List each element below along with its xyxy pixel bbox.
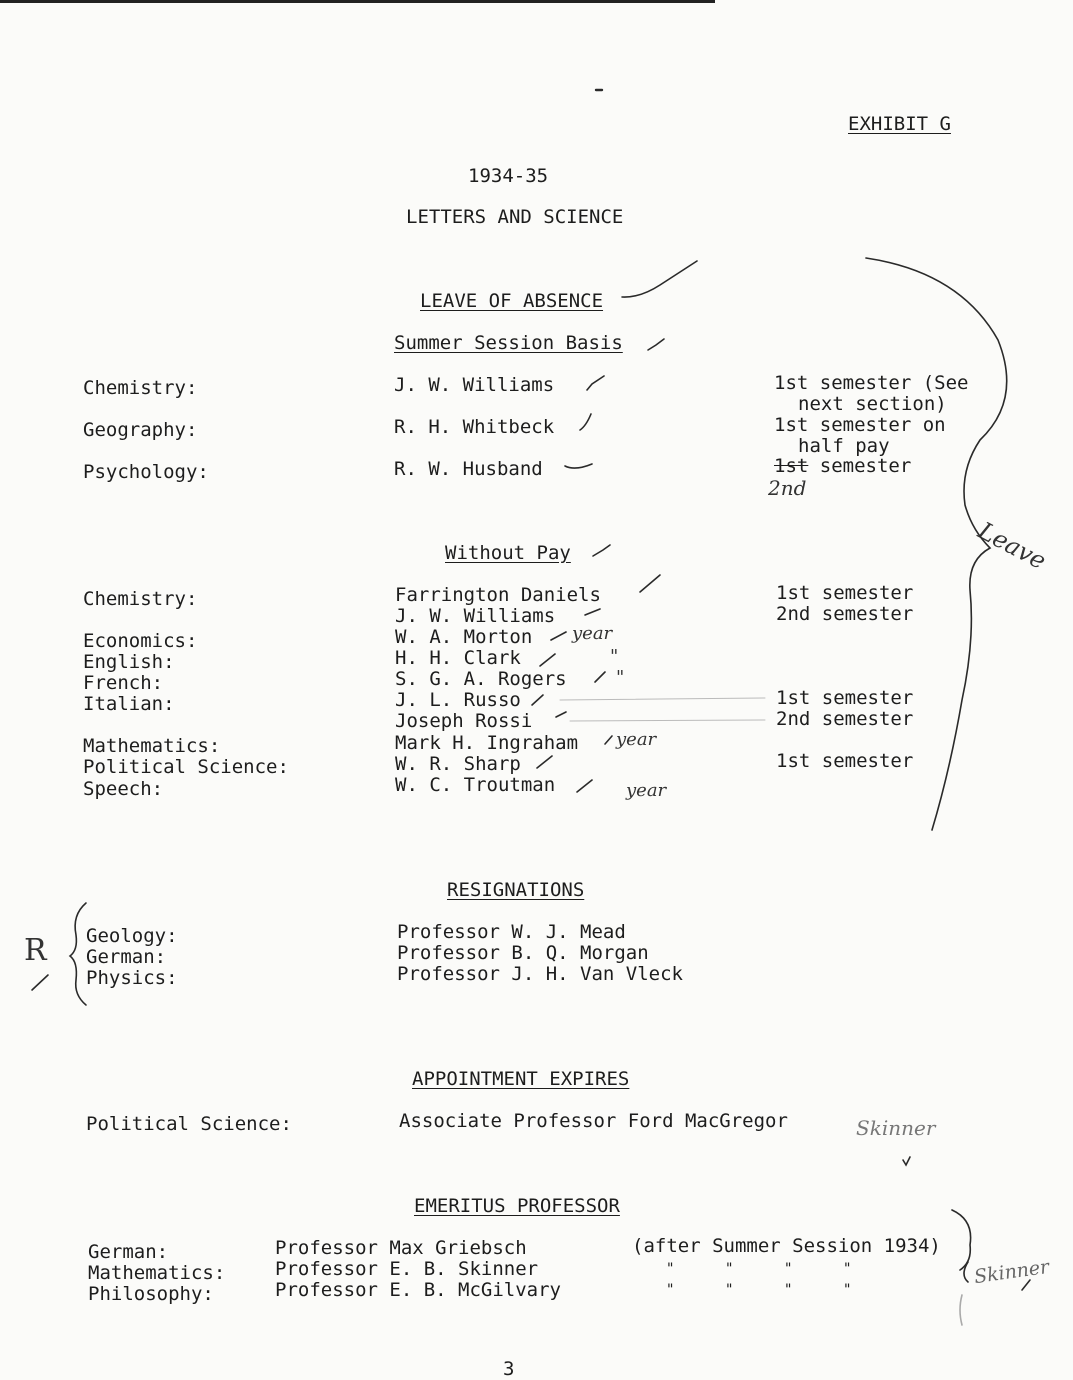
check-mark (622, 261, 697, 297)
em-dept: Philosophy: (88, 1283, 214, 1305)
check-mark (537, 756, 552, 768)
res-dept: Geology: (86, 925, 178, 947)
handwritten-r-mark: R (24, 933, 47, 968)
handwritten-note: year (616, 729, 657, 750)
small-brace (964, 1262, 968, 1282)
faint-mark (960, 1295, 962, 1325)
em-name: Professor E. B. Skinner (275, 1258, 539, 1280)
res-dept: German: (86, 946, 167, 968)
wp-dept: English: (83, 651, 175, 673)
wp-name: Mark H. Ingraham (395, 732, 579, 754)
check-mark (605, 736, 612, 744)
wp-dept: Italian: (83, 693, 175, 715)
check-mark (648, 339, 664, 350)
exhibit-label: EXHIBIT G (848, 113, 951, 135)
wp-dept: Speech: (83, 778, 164, 800)
em-ditto: " " " " (666, 1282, 852, 1298)
summer-dept: Psychology: (83, 461, 209, 483)
em-name: Professor E. B. McGilvary (275, 1279, 561, 1301)
check-mark (580, 414, 591, 430)
wp-name: H. H. Clark (395, 647, 521, 669)
wp-dept: Chemistry: (83, 588, 198, 610)
summer-note-cont: half pay (798, 435, 890, 457)
em-ditto: " " " " (666, 1261, 852, 1277)
guide-line (570, 720, 765, 721)
page-number: 3 (503, 1358, 515, 1380)
handwritten-ditto: " (616, 667, 625, 688)
check-mark (1022, 1280, 1030, 1290)
check-mark (532, 695, 543, 705)
wp-note: 2nd semester (776, 603, 914, 625)
note-text: semester (808, 455, 912, 477)
struck-text: 1st (774, 455, 809, 477)
wp-dept: French: (83, 672, 164, 694)
check-mark (903, 1157, 910, 1165)
check-mark (595, 672, 605, 682)
r-stroke (32, 975, 48, 990)
summer-note-cont: next section) (798, 393, 947, 415)
wp-name: Farrington Daniels (395, 584, 601, 606)
em-dept: Mathematics: (88, 1262, 226, 1284)
wp-note: 2nd semester (776, 708, 914, 730)
check-mark (556, 712, 566, 717)
check-mark (551, 632, 566, 640)
summer-note: 1st semester on (774, 414, 946, 436)
check-mark (585, 609, 600, 615)
res-name: Professor J. H. Van Vleck (397, 963, 683, 985)
without-pay-heading: Without Pay (445, 542, 571, 564)
leave-heading: LEAVE OF ABSENCE (420, 290, 604, 312)
em-dept: German: (88, 1241, 169, 1263)
small-brace (952, 1210, 971, 1270)
appt-name: Associate Professor Ford MacGregor (399, 1110, 788, 1132)
check-mark (540, 654, 555, 666)
wp-note: 1st semester (776, 750, 914, 772)
summer-note: 1st semester (See (774, 372, 969, 394)
summer-name: R. W. Husband (394, 458, 543, 480)
emeritus-heading: EMERITUS PROFESSOR (414, 1195, 620, 1217)
summer-dept: Geography: (83, 419, 198, 441)
appt-dept: Political Science: (86, 1113, 292, 1135)
college-heading: LETTERS AND SCIENCE (406, 206, 624, 228)
handwritten-ditto: " (610, 646, 619, 667)
em-name: Professor Max Griebsch (275, 1237, 527, 1259)
handwritten-skinner: Skinner (856, 1116, 936, 1140)
guide-line (560, 698, 765, 700)
check-mark (593, 545, 610, 556)
appointment-heading: APPOINTMENT EXPIRES (412, 1068, 630, 1090)
wp-name: J. L. Russo (395, 689, 521, 711)
summer-name: J. W. Williams (394, 374, 555, 396)
wp-name: J. W. Williams (395, 605, 556, 627)
wp-name: W. A. Morton (395, 626, 533, 648)
check-mark (640, 575, 660, 592)
left-brace (70, 903, 86, 1005)
wp-name: S. G. A. Rogers (395, 668, 567, 690)
wp-note: 1st semester (776, 582, 914, 604)
em-note: (after Summer Session 1934) (632, 1235, 941, 1257)
year-heading: 1934-35 (468, 165, 549, 187)
handwritten-correction: 2nd (768, 476, 807, 500)
handwritten-skinner: Skinner (972, 1255, 1051, 1289)
summer-note (774, 456, 911, 477)
summer-heading: Summer Session Basis (394, 332, 623, 354)
summer-dept: Chemistry: (83, 377, 198, 399)
res-name: Professor B. Q. Morgan (397, 942, 649, 964)
wp-dept: Economics: (83, 630, 198, 652)
handwritten-leave-note: Leave (973, 516, 1051, 576)
summer-name: R. H. Whitbeck (394, 416, 555, 438)
check-mark (577, 780, 592, 792)
top-border-line (0, 0, 715, 3)
res-dept: Physics: (86, 967, 178, 989)
wp-name: W. C. Troutman (395, 774, 556, 796)
resignations-heading: RESIGNATIONS (447, 879, 585, 901)
wp-name: W. R. Sharp (395, 753, 521, 775)
handwritten-note: year (626, 780, 667, 801)
res-name: Professor W. J. Mead (397, 921, 626, 943)
wp-note: 1st semester (776, 687, 914, 709)
handwritten-note: year (572, 623, 613, 644)
check-mark (565, 464, 592, 468)
wp-dept: Mathematics: (83, 735, 221, 757)
check-mark (587, 376, 604, 390)
wp-dept: Political Science: (83, 756, 289, 778)
wp-name: Joseph Rossi (395, 710, 533, 732)
